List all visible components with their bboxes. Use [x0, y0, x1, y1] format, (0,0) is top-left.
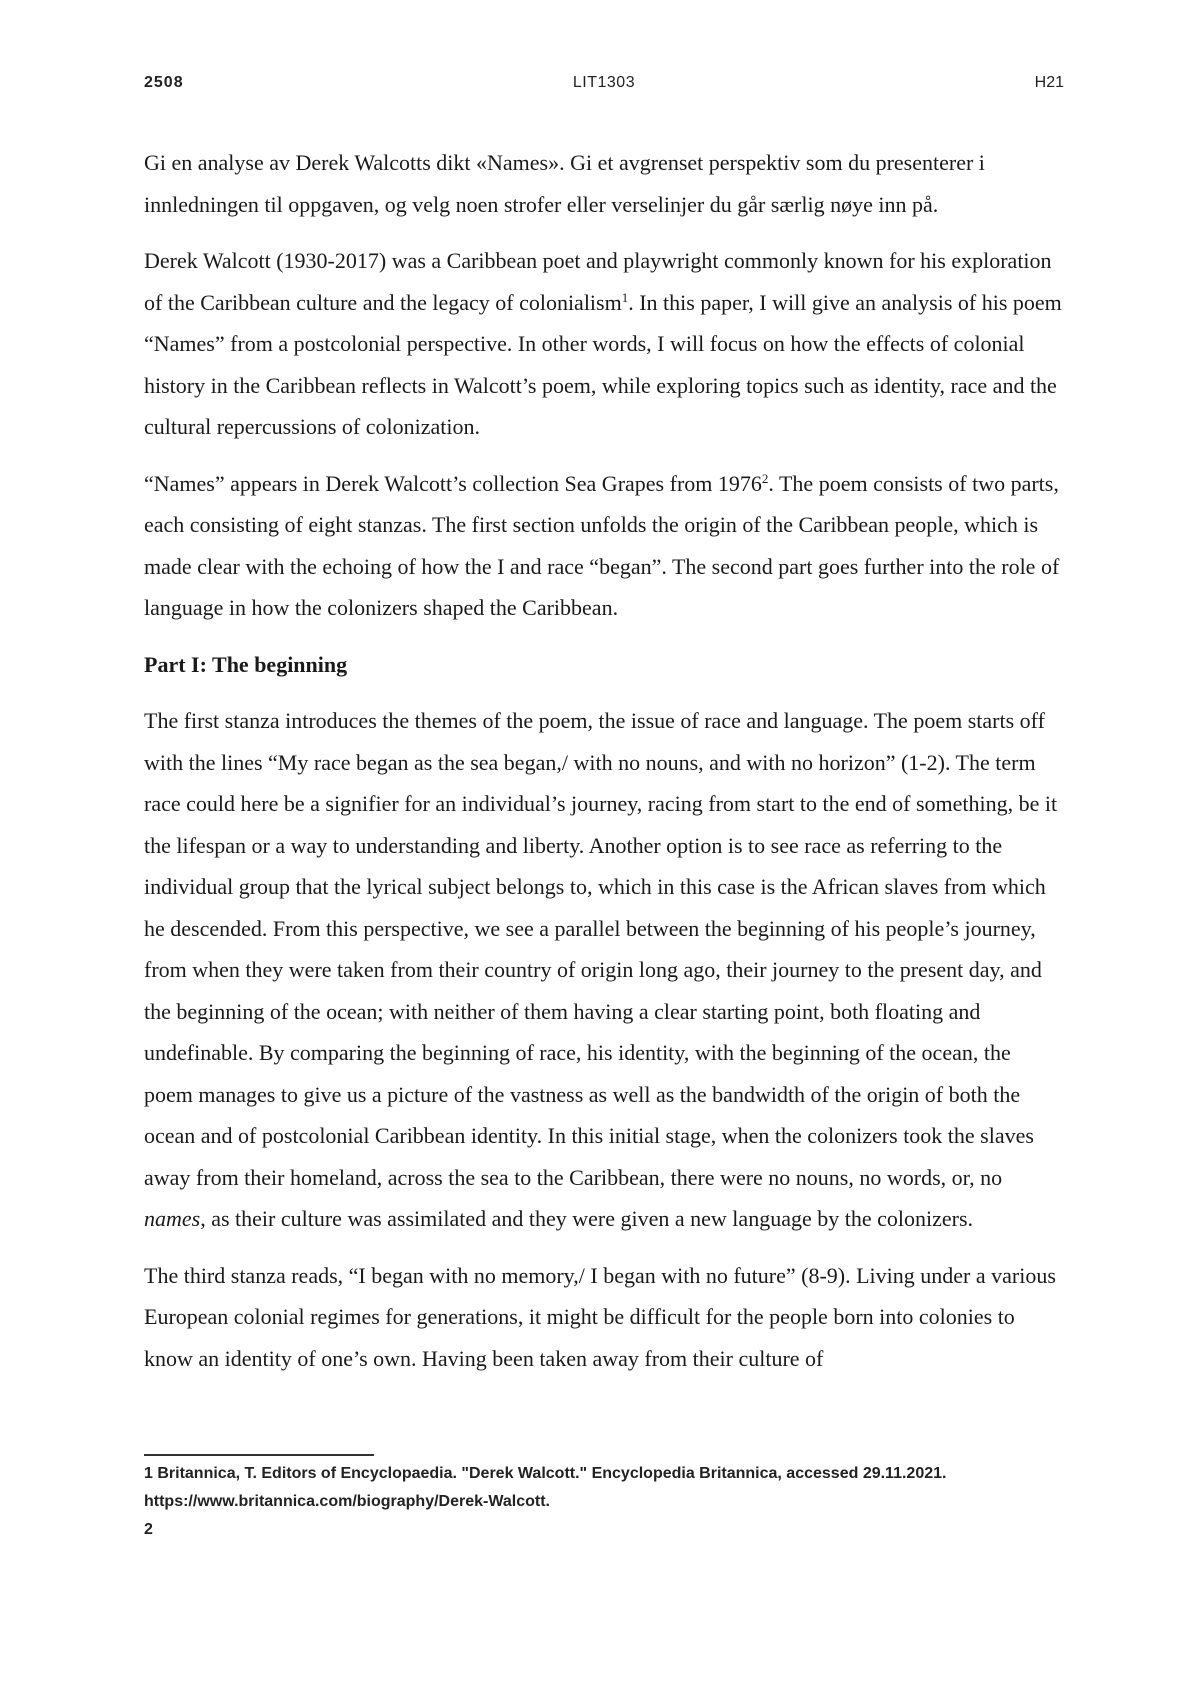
analysis-paragraph-1	[144, 700, 1064, 1240]
analysis-text-2: , as their culture was assimilated and they were given a new language by the colonizers.	[200, 1206, 974, 1231]
analysis-text-1: The first stanza introduces the themes of the poem, the issue of race and language. The poem starts off with the lines “My race began as the sea began,/ with no nouns, and with no horizon” (1-2). The term race could here be a signifier for an individual’s journey, racing from start to the end of something, be it the lifespan or a way to understanding and liberty. Another option is to see race as referring to the individual group that the lyrical subject belongs to, which in this case is the African slaves from which he descended. From this perspective, we see a parallel between the beginning of his people’s journey, from when they were taken from their country of origin long ago, their journey to the present day, and the beginning of the ocean; with neither of them having a clear starting point, both floating and undefinable. By comparing the beginning of race, his identity, with the beginning of the ocean, the poem manages to give us a picture of the vastness as well as the bandwidth of the origin of both the ocean and of postcolonial Caribbean identity. In this initial stage, when the colonizers took the slaves away from their homeland, across the sea to the Caribbean, there were no nouns, no words, or, no	[144, 708, 1058, 1190]
emphasis-names: names	[144, 1206, 201, 1231]
page-header	[144, 74, 1064, 102]
intro-text-1: Derek Walcott (1930-2017) was a Caribbean poet and playwright commonly known for his exploration of the Caribbean culture and the legacy of colonialism	[144, 248, 1052, 315]
context-text-2: . The poem consists of two parts, each consisting of eight stanzas. The first section unfolds the origin of the Caribbean people, which is made clear with the echoing of how the I and race “began”. The second part goes further into the role of language in how the colonizers shaped the Caribbean.	[144, 470, 1060, 620]
intro-text-2: . In this paper, I will give an analysis of his poem “Names” from a postcolonial perspective. In other words, I will focus on how the effects of colonial history in the Caribbean reflects in Walcott’s poem, while exploring topics such as identity, race and the cultural repercussions of colonization.	[144, 289, 1062, 439]
header-semester: H21	[1034, 74, 1064, 91]
footnotes	[144, 1460, 1064, 1544]
footnote-ref-1[interactable]: 1	[621, 289, 629, 305]
context-text-1: “Names” appears in Derek Walcott’s collection Sea Grapes from 1976	[144, 470, 762, 496]
document-body	[144, 142, 1064, 1394]
header-course-code: LIT1303	[572, 74, 636, 91]
footnote-ref-2[interactable]: 2	[761, 470, 769, 486]
task-prompt: Gi en analyse av Derek Walcotts dikt «Names». Gi et avgrenset perspektiv som du presenterer i innledningen til oppgaven, og velg noen strofer eller verselinjer du går særlig nøye inn på.	[144, 150, 985, 217]
intro-paragraph	[144, 240, 1064, 448]
analysis-paragraph-2: The third stanza reads, “I began with no memory,/ I began with no future” (8-9). Living under a various European colonial regimes for generations, it might be difficult for the people born into colonies to know an identity of one’s own. Having been taken away from their culture of	[144, 1262, 1056, 1371]
footnote-separator	[144, 1454, 374, 1456]
footnote-2: 2	[144, 1521, 153, 1538]
section-heading: Part I: The beginning	[144, 651, 348, 677]
context-paragraph	[144, 463, 1064, 629]
header-candidate-number: 2508	[144, 74, 184, 91]
footnote-1: 1 Britannica, T. Editors of Encyclopaedia. "Derek Walcott." Encyclopedia Britannica, accessed 29.11.2021. https://www.britannica.com/biography/Derek-Walcott.	[144, 1465, 947, 1510]
